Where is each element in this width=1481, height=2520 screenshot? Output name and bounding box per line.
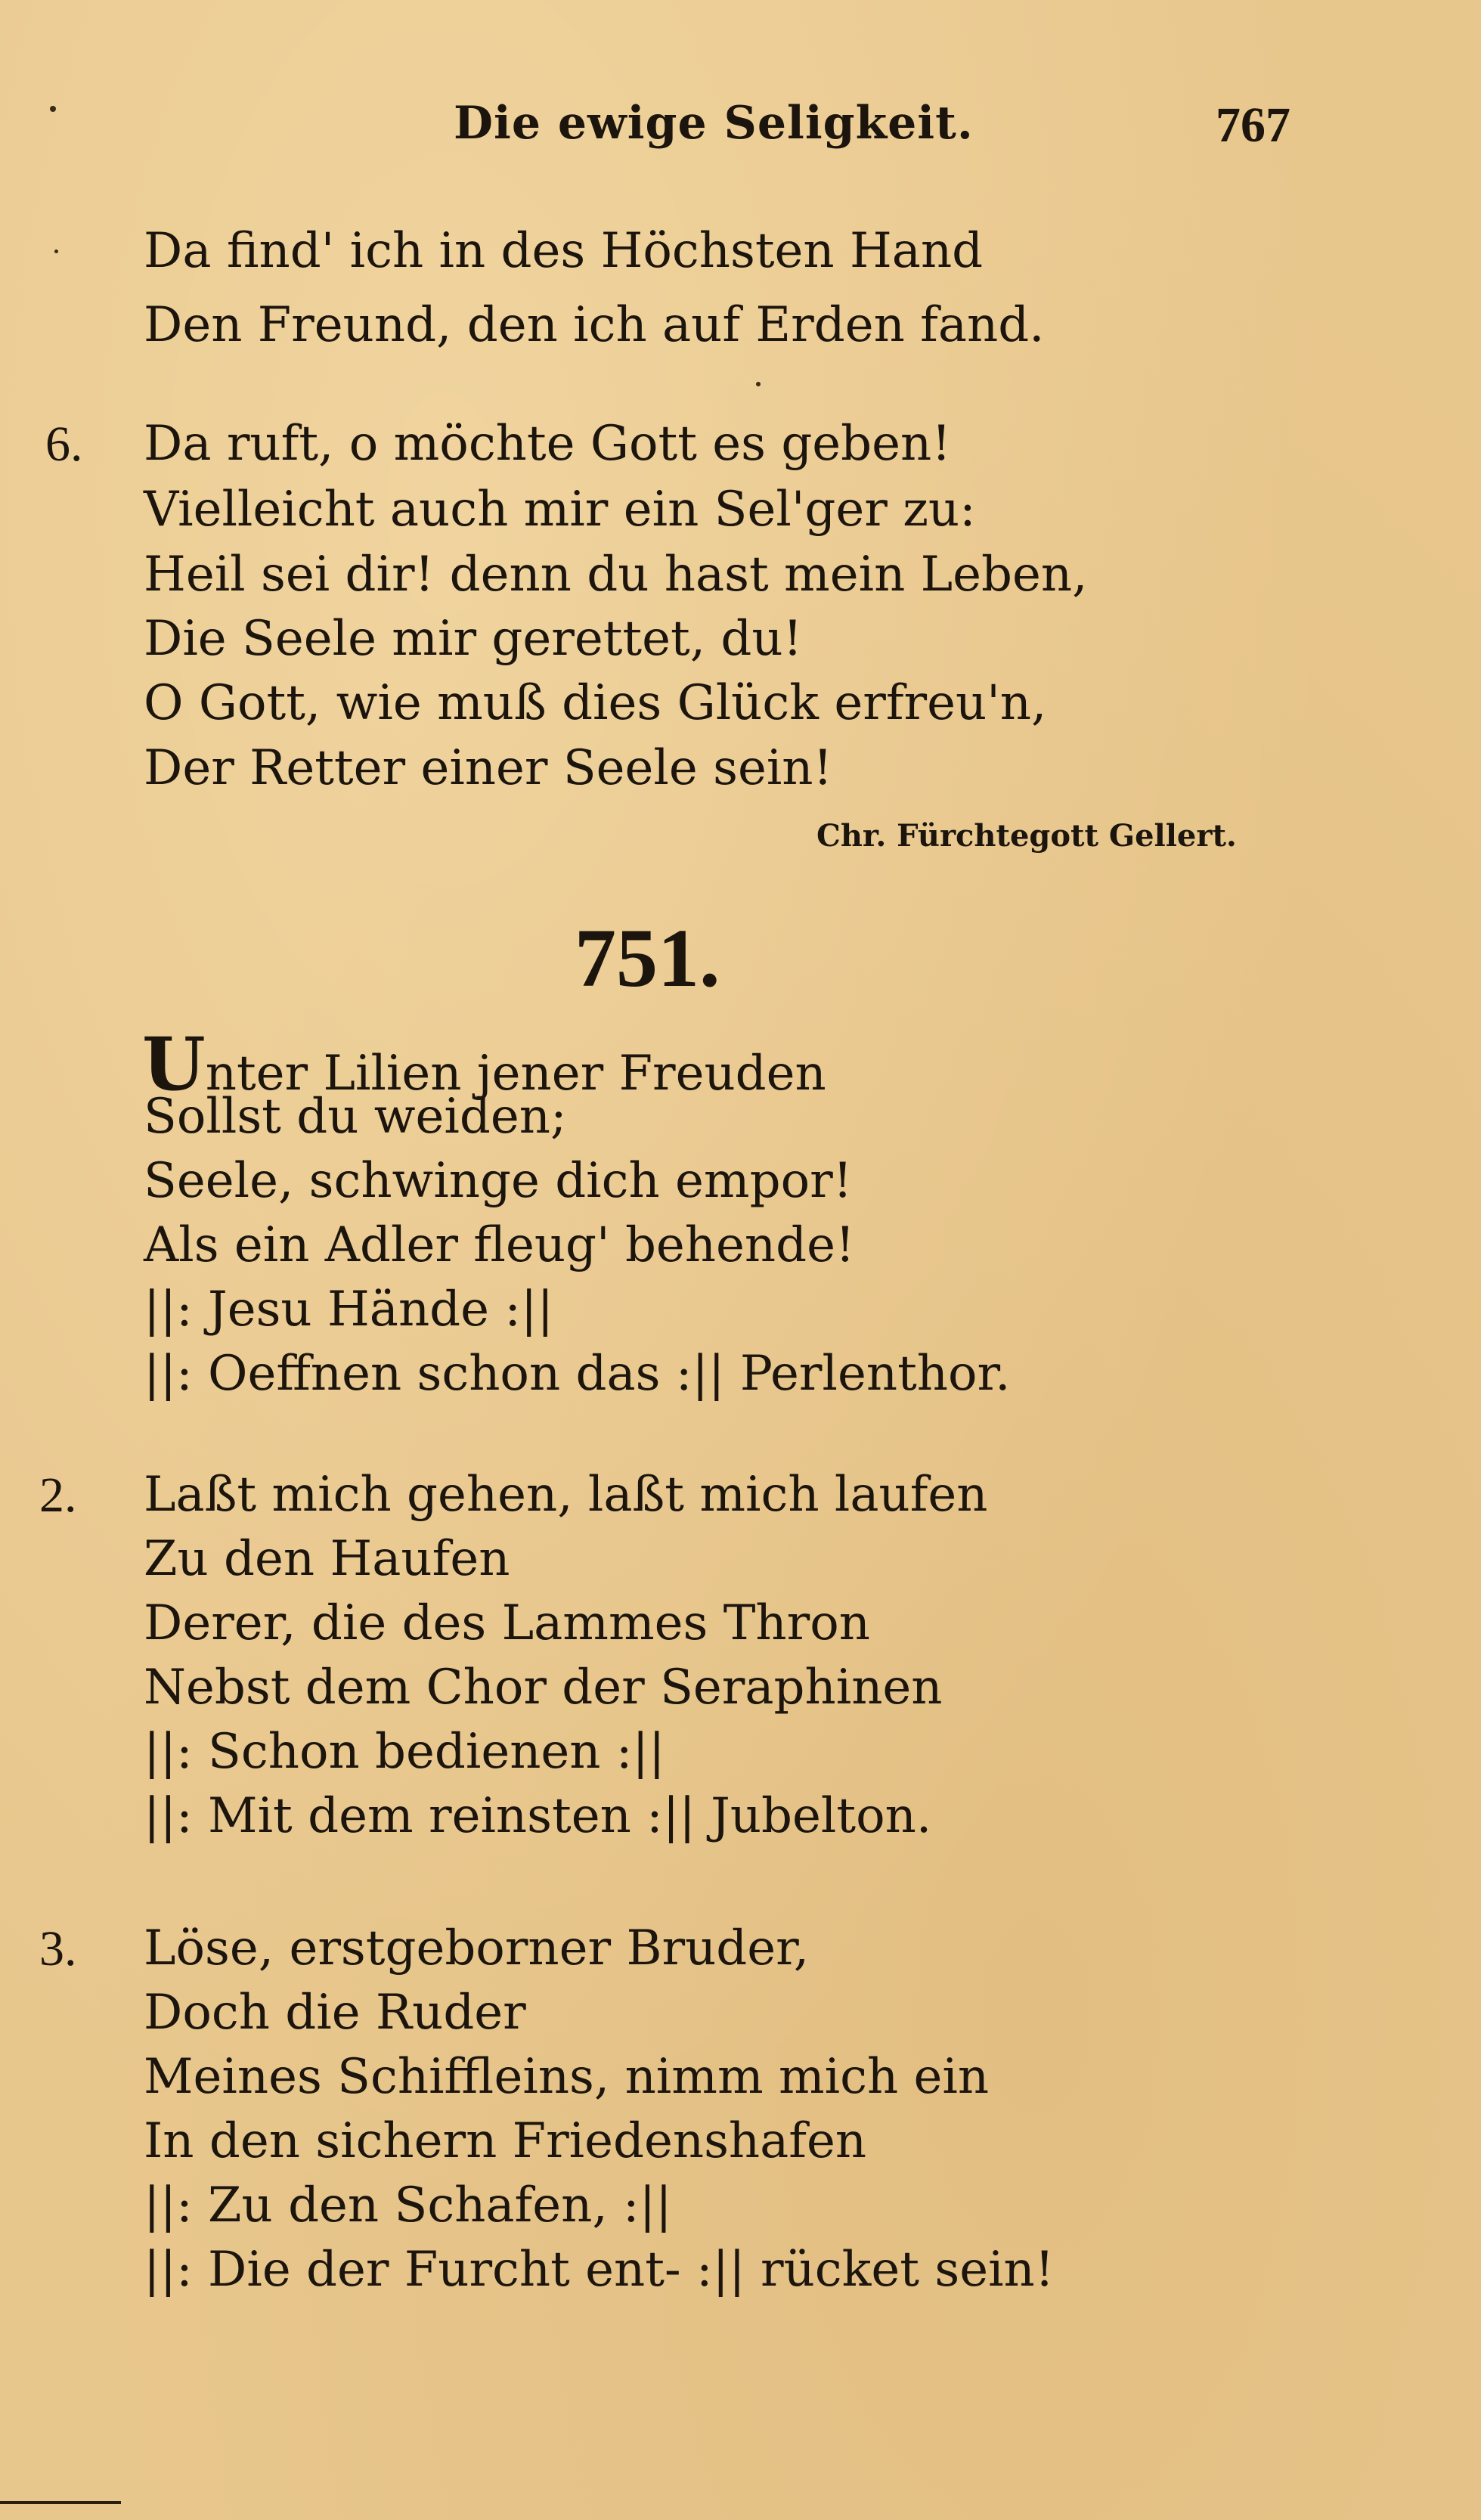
verse2-line-1: Laßt mich gehen, laßt mich laufen (144, 1467, 988, 1523)
verse6-line-5: O Gott, wie muß dies Glück erfreu'n, (144, 675, 1047, 731)
verse1-line-3: Seele, schwinge dich empor! (144, 1153, 853, 1209)
verse3-line-2: Doch die Ruder (144, 1985, 526, 2041)
verse2-line-2: Zu den Haufen (144, 1531, 510, 1587)
verse3-line-3: Meines Schiffleins, nimm mich ein (144, 2049, 990, 2105)
verse2-line-5: ||: Schon bedienen :|| (144, 1724, 665, 1780)
prev-continuation-line-2: Den Freund, den ich auf Erden fand. (144, 297, 1045, 353)
verse2-line-6: ||: Mit dem reinsten :|| Jubelton. (144, 1788, 932, 1844)
verse-number-2: 2. (39, 1468, 77, 1523)
drop-cap: U (142, 1021, 206, 1107)
verse1-line-1-rest: nter Lilien jener Freuden (205, 1046, 826, 1102)
page-edge-rule (0, 2501, 121, 2504)
author-attribution: Chr. Fürchtegott Gellert. (816, 818, 1237, 854)
prev-continuation-line-1: Da find' ich in des Höchsten Hand (144, 223, 984, 279)
verse3-line-4: In den sichern Friedenshafen (144, 2113, 867, 2169)
hymn-number: 751. (575, 912, 720, 1004)
ink-speck (756, 382, 761, 386)
verse6-line-3: Heil sei dir! denn du hast mein Leben, (144, 547, 1088, 603)
verse3-line-6: ||: Die der Furcht ent- :|| rücket sein! (144, 2242, 1055, 2298)
verse3-line-1: Löse, erstgeborner Bruder, (144, 1920, 810, 1976)
verse-number-6: 6. (45, 417, 83, 472)
running-head-title: Die ewige Seligkeit. (454, 97, 974, 150)
verse2-line-4: Nebst dem Chor der Seraphinen (144, 1660, 943, 1716)
running-head (0, 97, 1481, 157)
verse3-line-5: ||: Zu den Schafen, :|| (144, 2177, 672, 2233)
verse1-line-2: Sollst du weiden; (144, 1089, 567, 1145)
verse6-line-1: Da ruft, o möchte Gott es geben! (144, 416, 951, 472)
verse1-line-5: ||: Jesu Hände :|| (144, 1282, 554, 1337)
verse6-line-2: Vielleicht auch mir ein Sel'ger zu: (144, 482, 976, 538)
verse1-line-6: ||: Oeffnen schon das :|| Perlenthor. (144, 1346, 1011, 1402)
verse6-line-6: Der Retter einer Seele sein! (144, 740, 833, 796)
ink-speck (54, 250, 58, 253)
page-number: 767 (1216, 98, 1290, 153)
verse2-line-3: Derer, die des Lammes Thron (144, 1595, 870, 1651)
verse6-line-4: Die Seele mir gerettet, du! (144, 611, 803, 667)
verse-number-3: 3. (39, 1921, 77, 1976)
ink-speck (50, 106, 56, 112)
verse1-line-4: Als ein Adler fleug' behende! (144, 1217, 855, 1273)
